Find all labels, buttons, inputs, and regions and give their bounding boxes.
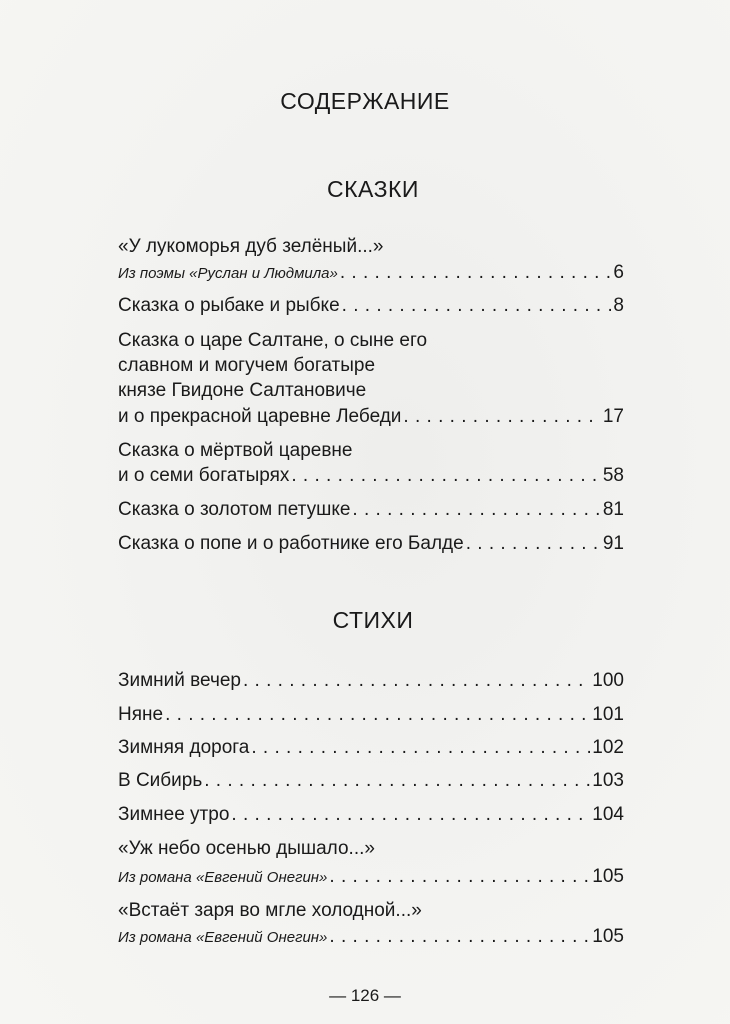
toc-entry-zimniy-vecher[interactable] (118, 671, 624, 691)
leader-dots (329, 867, 590, 887)
toc-entry-zimnyaya-doroga[interactable] (118, 738, 624, 758)
toc-entry-tsarevna-line1: Сказка о мёртвой царевне (118, 440, 353, 461)
page-ref: 100 (592, 670, 624, 691)
toc-entry-osenyu-title: «Уж небо осенью дышало...» (118, 838, 375, 859)
leader-dots (466, 534, 601, 554)
leader-dots (251, 738, 590, 758)
leader-dots (231, 805, 590, 825)
page-ref: 101 (592, 704, 624, 725)
toc-entry-zimnee-utro[interactable] (118, 805, 624, 825)
page-title: СОДЕРЖАНИЕ (280, 88, 450, 114)
toc-entry-title: и о семи богатырях (118, 465, 290, 486)
leader-dots (340, 263, 612, 283)
toc-entry-tsarevna[interactable] (118, 466, 624, 486)
page-ref: 8 (613, 295, 624, 316)
toc-entry-saltan-line3: князе Гвидоне Салтановиче (118, 380, 367, 401)
page-ref: 104 (592, 804, 624, 825)
toc-entry-saltan[interactable] (118, 407, 624, 427)
page-ref: 17 (602, 406, 624, 427)
toc-entry-nyane[interactable] (118, 705, 624, 725)
page-ref: 58 (602, 465, 624, 486)
toc-entry-balda[interactable] (118, 534, 624, 554)
leader-dots (291, 466, 600, 486)
toc-entry-source: Из поэмы «Руслан и Людмила» (118, 265, 338, 282)
toc-entry-petushok[interactable] (118, 500, 624, 520)
toc-entry-rybak[interactable] (118, 296, 624, 316)
toc-entry-title: В Сибирь (118, 770, 203, 791)
page-ref: 81 (602, 499, 624, 520)
leader-dots (342, 296, 612, 316)
toc-entry-title: Зимний вечер (118, 670, 241, 691)
toc-entry-title: Зимняя дорога (118, 737, 250, 758)
toc-entry-title: Сказка о рыбаке и рыбке (118, 295, 340, 316)
page-ref: 105 (592, 866, 624, 887)
toc-entry-title: Сказка о золотом петушке (118, 499, 351, 520)
leader-dots (243, 671, 590, 691)
toc-entry-lukomorye[interactable] (118, 263, 624, 284)
toc-entry-title: Сказка о попе и о работнике его Балде (118, 533, 464, 554)
toc-entry-zarya[interactable] (118, 927, 624, 948)
page-ref: 102 (592, 737, 624, 758)
leader-dots (165, 705, 590, 725)
page-ref: 91 (602, 533, 624, 554)
toc-entry-title: и о прекрасной царевне Лебеди (118, 406, 402, 427)
toc-entry-source: Из романа «Евгений Онегин» (118, 929, 328, 946)
toc-entry-zarya-title: «Встаёт заря во мгле холодной...» (118, 900, 422, 921)
toc-entry-lukomorye-title: «У лукоморья дуб зелёный...» (118, 236, 384, 257)
toc-entry-title: Няне (118, 704, 164, 725)
toc-entry-saltan-line1: Сказка о царе Салтане, о сыне его (118, 330, 428, 351)
section-heading-skazki: СКАЗКИ (327, 176, 419, 202)
page-number: — 126 — (329, 986, 401, 1005)
toc-entry-source: Из романа «Евгений Онегин» (118, 869, 328, 886)
page-ref: 103 (592, 770, 624, 791)
leader-dots (352, 500, 600, 520)
toc-entry-title: Зимнее утро (118, 804, 230, 825)
leader-dots (329, 927, 590, 947)
page-ref: 6 (613, 262, 624, 283)
toc-entry-v-sibir[interactable] (118, 771, 624, 791)
toc-entry-saltan-line2: славном и могучем богатыре (118, 355, 376, 376)
section-heading-stihi: СТИХИ (332, 607, 414, 633)
leader-dots (204, 771, 590, 791)
toc-entry-osenyu[interactable] (118, 867, 624, 888)
page-ref: 105 (592, 926, 624, 947)
leader-dots (403, 407, 600, 427)
